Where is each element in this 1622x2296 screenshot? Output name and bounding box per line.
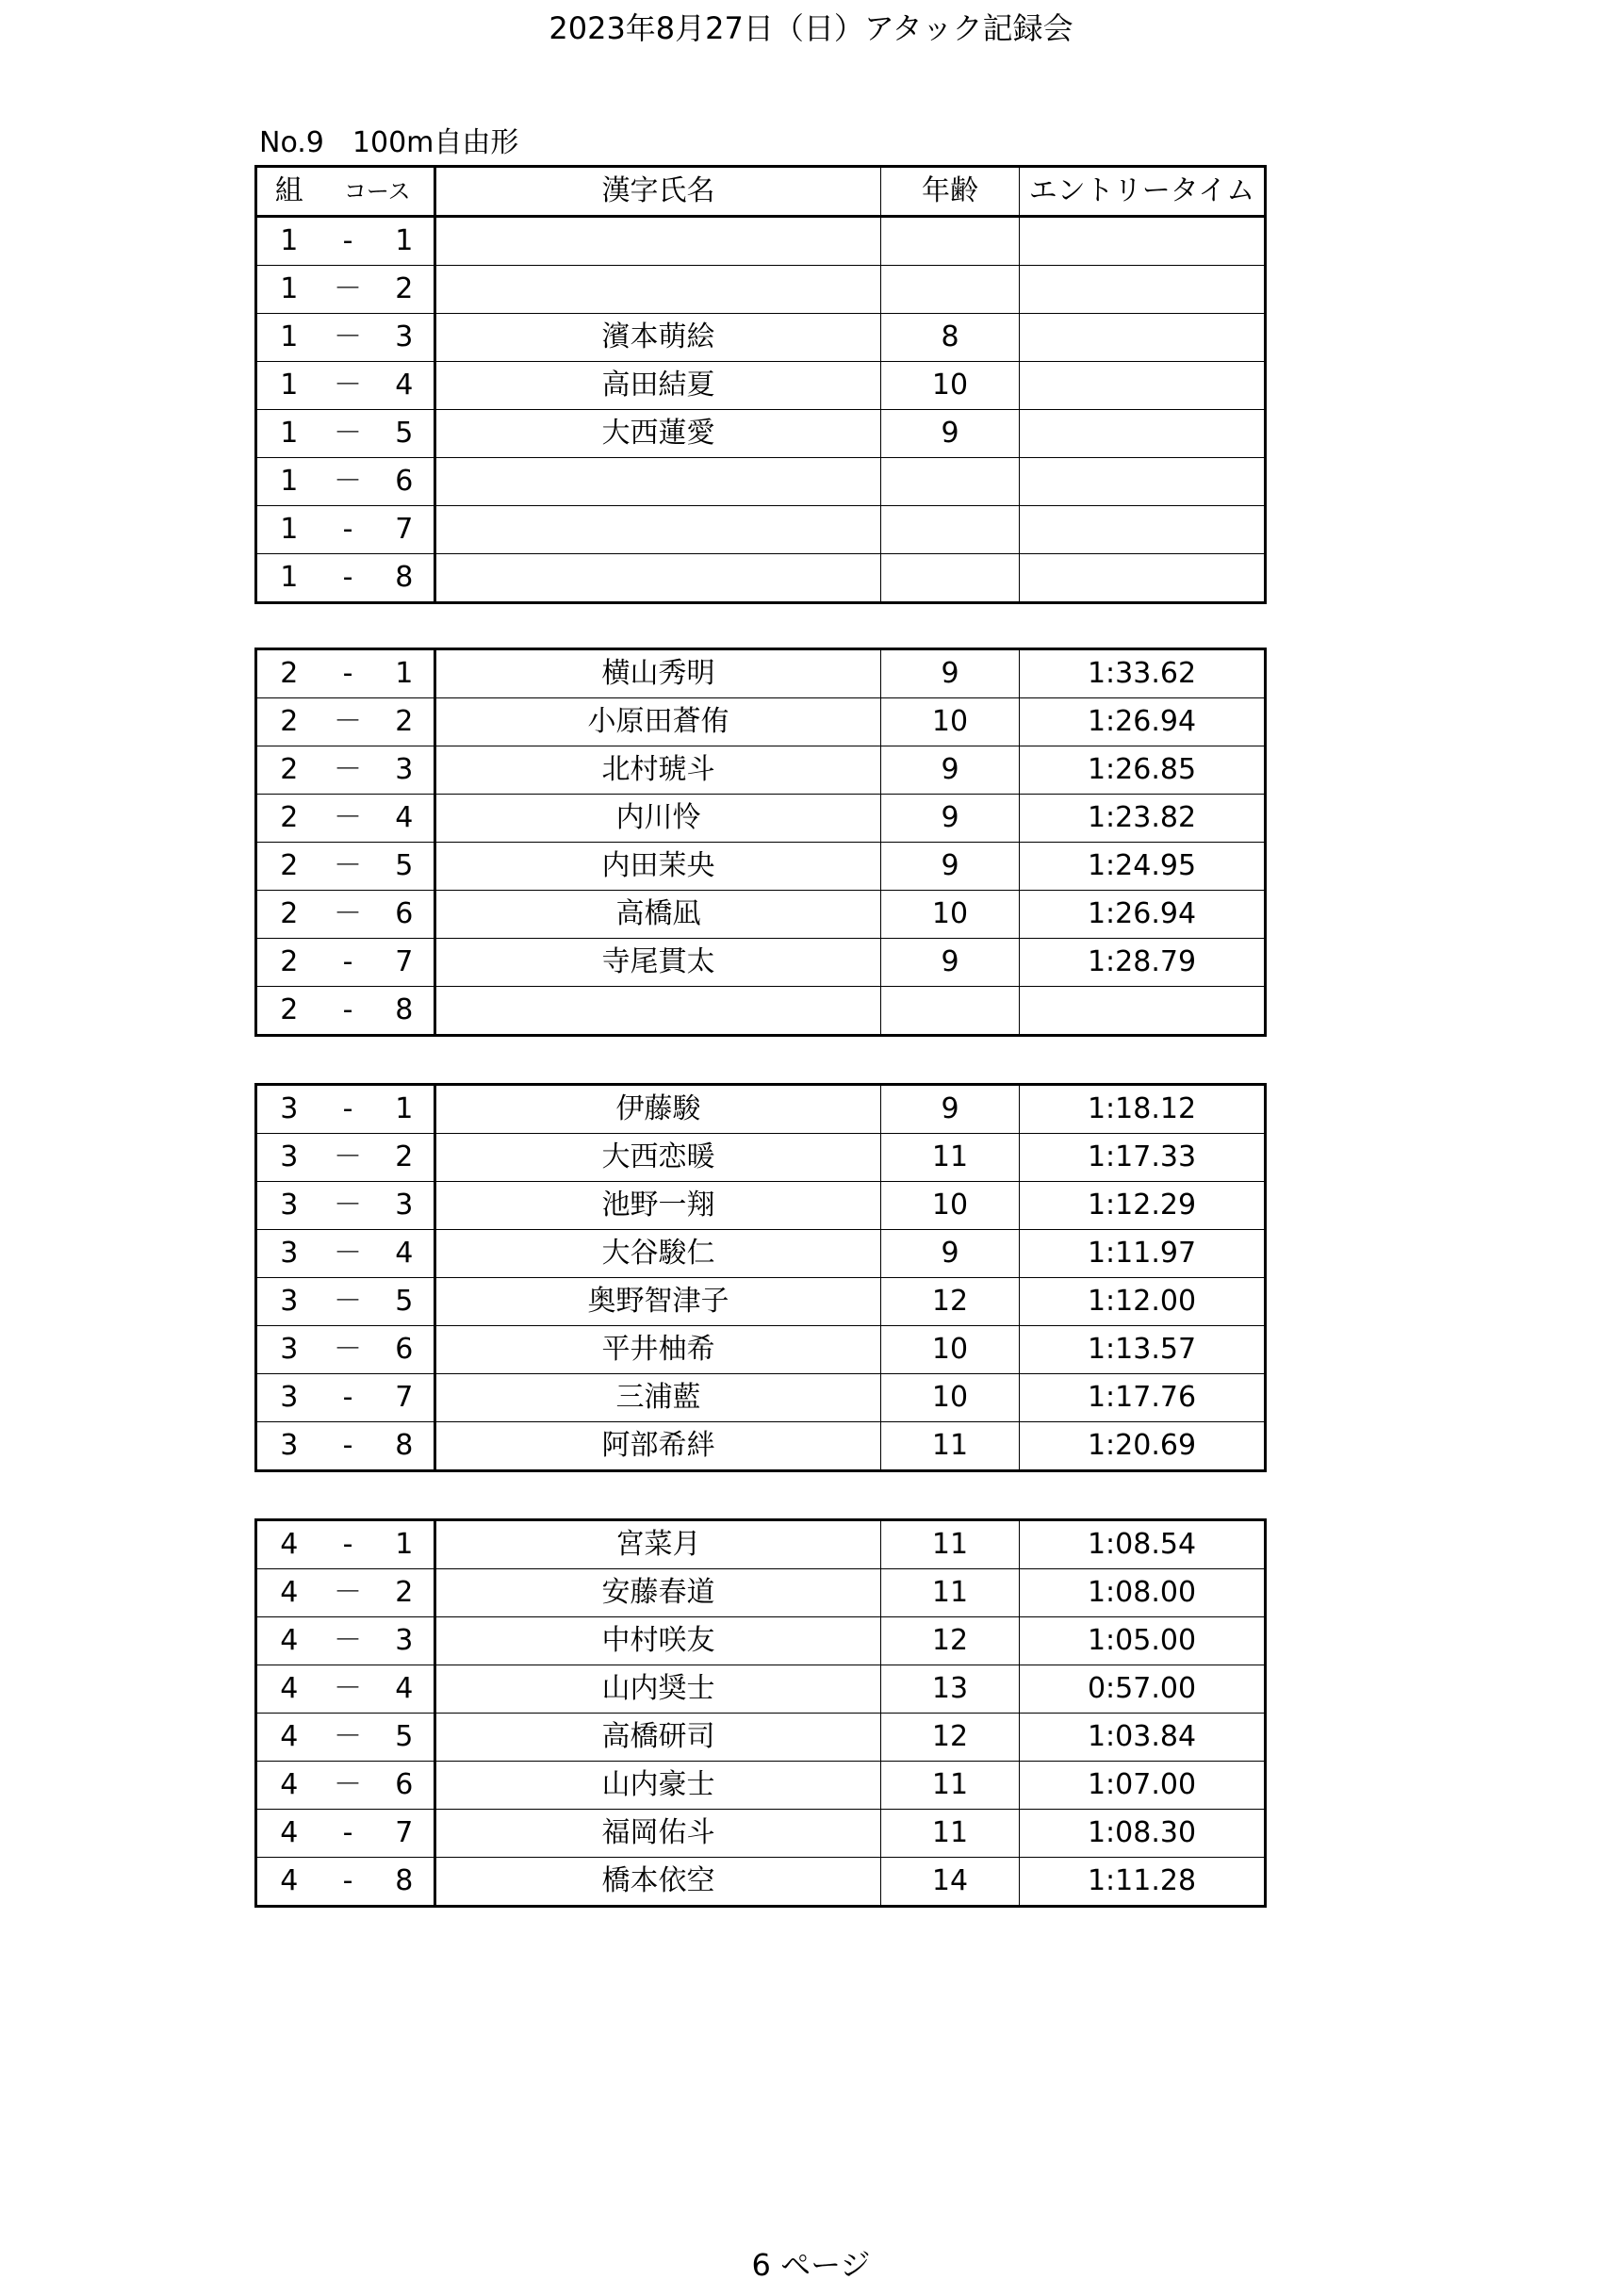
lane-cell: 3 bbox=[375, 1617, 435, 1665]
age-cell bbox=[881, 266, 1020, 314]
lane-cell: 2 bbox=[375, 266, 435, 314]
name-cell: 伊藤駿 bbox=[435, 1085, 881, 1134]
lane-cell: 1 bbox=[375, 217, 435, 266]
name-cell bbox=[435, 506, 881, 554]
lane-cell: 3 bbox=[375, 1182, 435, 1230]
name-cell: 山内奨士 bbox=[435, 1665, 881, 1714]
entry-time-cell: 1:12.00 bbox=[1020, 1278, 1266, 1326]
dash-cell: － bbox=[321, 410, 375, 458]
entry-time-cell: 1:26.94 bbox=[1020, 891, 1266, 939]
dash-cell: － bbox=[321, 795, 375, 843]
header-time: エントリータイム bbox=[1020, 167, 1266, 217]
group-cell: 2 bbox=[256, 649, 321, 698]
age-cell bbox=[881, 458, 1020, 506]
heat-table bbox=[254, 1518, 1267, 1908]
age-cell: 10 bbox=[881, 1374, 1020, 1422]
entry-time-cell: 1:08.30 bbox=[1020, 1810, 1266, 1858]
lane-cell: 2 bbox=[375, 1134, 435, 1182]
entry-time-cell: 1:11.97 bbox=[1020, 1230, 1266, 1278]
dash-cell: - bbox=[321, 1858, 375, 1907]
table-row bbox=[256, 1278, 1266, 1326]
lane-cell: 2 bbox=[375, 698, 435, 746]
name-cell: 三浦藍 bbox=[435, 1374, 881, 1422]
age-cell: 12 bbox=[881, 1278, 1020, 1326]
entry-time-cell bbox=[1020, 362, 1266, 410]
name-cell: 安藤春道 bbox=[435, 1569, 881, 1617]
dash-cell: - bbox=[321, 987, 375, 1036]
name-cell: 内川怜 bbox=[435, 795, 881, 843]
dash-cell: － bbox=[321, 1326, 375, 1374]
entry-time-cell: 1:24.95 bbox=[1020, 843, 1266, 891]
entry-time-cell: 0:57.00 bbox=[1020, 1665, 1266, 1714]
table-row bbox=[256, 362, 1266, 410]
name-cell: 山内豪士 bbox=[435, 1762, 881, 1810]
dash-cell: － bbox=[321, 458, 375, 506]
group-cell: 3 bbox=[256, 1422, 321, 1471]
table-row bbox=[256, 649, 1266, 698]
group-cell: 2 bbox=[256, 987, 321, 1036]
lane-cell: 7 bbox=[375, 1810, 435, 1858]
dash-cell: － bbox=[321, 266, 375, 314]
dash-cell: － bbox=[321, 698, 375, 746]
dash-cell: － bbox=[321, 1569, 375, 1617]
table-row bbox=[256, 314, 1266, 362]
name-cell: 横山秀明 bbox=[435, 649, 881, 698]
dash-cell: - bbox=[321, 1374, 375, 1422]
group-cell: 3 bbox=[256, 1085, 321, 1134]
dash-cell: - bbox=[321, 1520, 375, 1569]
table-row bbox=[256, 987, 1266, 1036]
group-cell: 4 bbox=[256, 1569, 321, 1617]
name-cell: 大西蓮愛 bbox=[435, 410, 881, 458]
lane-cell: 8 bbox=[375, 1422, 435, 1471]
entry-time-cell: 1:33.62 bbox=[1020, 649, 1266, 698]
table-row bbox=[256, 1230, 1266, 1278]
group-cell: 4 bbox=[256, 1520, 321, 1569]
dash-cell: － bbox=[321, 1278, 375, 1326]
age-cell: 11 bbox=[881, 1422, 1020, 1471]
age-cell bbox=[881, 217, 1020, 266]
group-cell: 1 bbox=[256, 266, 321, 314]
lane-cell: 2 bbox=[375, 1569, 435, 1617]
group-cell: 3 bbox=[256, 1278, 321, 1326]
dash-cell: - bbox=[321, 649, 375, 698]
entry-time-cell bbox=[1020, 410, 1266, 458]
entry-time-cell: 1:03.84 bbox=[1020, 1714, 1266, 1762]
lane-cell: 8 bbox=[375, 554, 435, 603]
group-cell: 4 bbox=[256, 1762, 321, 1810]
entry-time-cell: 1:20.69 bbox=[1020, 1422, 1266, 1471]
age-cell: 14 bbox=[881, 1858, 1020, 1907]
name-cell: 奥野智津子 bbox=[435, 1278, 881, 1326]
table-row bbox=[256, 458, 1266, 506]
lane-cell: 3 bbox=[375, 746, 435, 795]
group-cell: 2 bbox=[256, 891, 321, 939]
entry-time-cell bbox=[1020, 266, 1266, 314]
table-row bbox=[256, 1810, 1266, 1858]
table-row bbox=[256, 1374, 1266, 1422]
table-row bbox=[256, 217, 1266, 266]
lane-cell: 3 bbox=[375, 314, 435, 362]
entry-time-cell: 1:17.76 bbox=[1020, 1374, 1266, 1422]
age-cell: 12 bbox=[881, 1714, 1020, 1762]
name-cell bbox=[435, 217, 881, 266]
dash-cell: - bbox=[321, 554, 375, 603]
table-row bbox=[256, 1762, 1266, 1810]
age-cell: 10 bbox=[881, 698, 1020, 746]
dash-cell: － bbox=[321, 891, 375, 939]
group-cell: 1 bbox=[256, 554, 321, 603]
age-cell: 10 bbox=[881, 1326, 1020, 1374]
group-cell: 3 bbox=[256, 1326, 321, 1374]
group-cell: 3 bbox=[256, 1374, 321, 1422]
group-cell: 2 bbox=[256, 746, 321, 795]
page-number: 6 ページ bbox=[751, 2247, 871, 2283]
dash-cell: - bbox=[321, 1810, 375, 1858]
lane-cell: 7 bbox=[375, 506, 435, 554]
age-cell: 12 bbox=[881, 1617, 1020, 1665]
entry-time-cell bbox=[1020, 217, 1266, 266]
name-cell: 小原田蒼侑 bbox=[435, 698, 881, 746]
group-cell: 1 bbox=[256, 217, 321, 266]
group-cell: 1 bbox=[256, 506, 321, 554]
lane-cell: 5 bbox=[375, 1714, 435, 1762]
dash-cell: － bbox=[321, 1134, 375, 1182]
entry-time-cell bbox=[1020, 506, 1266, 554]
table-row bbox=[256, 1085, 1266, 1134]
age-cell: 13 bbox=[881, 1665, 1020, 1714]
table-row bbox=[256, 1858, 1266, 1907]
name-cell: 高田結夏 bbox=[435, 362, 881, 410]
age-cell: 11 bbox=[881, 1569, 1020, 1617]
entry-time-cell: 1:17.33 bbox=[1020, 1134, 1266, 1182]
lane-cell: 1 bbox=[375, 1085, 435, 1134]
lane-cell: 6 bbox=[375, 1326, 435, 1374]
entry-time-cell: 1:18.12 bbox=[1020, 1085, 1266, 1134]
name-cell: 中村咲友 bbox=[435, 1617, 881, 1665]
lane-cell: 6 bbox=[375, 458, 435, 506]
table-row bbox=[256, 1617, 1266, 1665]
name-cell bbox=[435, 266, 881, 314]
entry-time-cell bbox=[1020, 314, 1266, 362]
table-row bbox=[256, 1134, 1266, 1182]
name-cell bbox=[435, 554, 881, 603]
name-cell bbox=[435, 458, 881, 506]
lane-cell: 7 bbox=[375, 939, 435, 987]
entry-time-cell: 1:23.82 bbox=[1020, 795, 1266, 843]
dash-cell: － bbox=[321, 1617, 375, 1665]
entry-time-cell: 1:13.57 bbox=[1020, 1326, 1266, 1374]
lane-cell: 4 bbox=[375, 362, 435, 410]
dash-cell: - bbox=[321, 1085, 375, 1134]
group-cell: 4 bbox=[256, 1617, 321, 1665]
name-cell: 北村琥斗 bbox=[435, 746, 881, 795]
age-cell bbox=[881, 987, 1020, 1036]
dash-cell: - bbox=[321, 506, 375, 554]
name-cell: 福岡佑斗 bbox=[435, 1810, 881, 1858]
age-cell: 9 bbox=[881, 746, 1020, 795]
dash-cell: － bbox=[321, 362, 375, 410]
heat-table bbox=[254, 1083, 1267, 1472]
group-cell: 1 bbox=[256, 410, 321, 458]
dash-cell: － bbox=[321, 746, 375, 795]
group-cell: 4 bbox=[256, 1858, 321, 1907]
dash-cell: - bbox=[321, 1422, 375, 1471]
entry-time-cell: 1:26.94 bbox=[1020, 698, 1266, 746]
age-cell: 9 bbox=[881, 939, 1020, 987]
name-cell bbox=[435, 987, 881, 1036]
entry-time-cell: 1:12.29 bbox=[1020, 1182, 1266, 1230]
table-row bbox=[256, 1569, 1266, 1617]
lane-cell: 8 bbox=[375, 987, 435, 1036]
age-cell: 11 bbox=[881, 1810, 1020, 1858]
table-row bbox=[256, 1714, 1266, 1762]
age-cell: 9 bbox=[881, 1085, 1020, 1134]
event-title: No.9 100m自由形 bbox=[259, 126, 519, 159]
lane-cell: 5 bbox=[375, 410, 435, 458]
dash-cell: － bbox=[321, 314, 375, 362]
age-cell: 9 bbox=[881, 843, 1020, 891]
age-cell: 10 bbox=[881, 891, 1020, 939]
group-cell: 3 bbox=[256, 1182, 321, 1230]
table-row bbox=[256, 1326, 1266, 1374]
name-cell: 内田茉央 bbox=[435, 843, 881, 891]
group-cell: 4 bbox=[256, 1810, 321, 1858]
lane-cell: 1 bbox=[375, 1520, 435, 1569]
dash-cell: - bbox=[321, 939, 375, 987]
table-row bbox=[256, 795, 1266, 843]
name-cell: 橋本依空 bbox=[435, 1858, 881, 1907]
entry-time-cell: 1:11.28 bbox=[1020, 1858, 1266, 1907]
group-cell: 4 bbox=[256, 1714, 321, 1762]
group-cell: 2 bbox=[256, 843, 321, 891]
lane-cell: 7 bbox=[375, 1374, 435, 1422]
lane-cell: 5 bbox=[375, 843, 435, 891]
entry-time-cell bbox=[1020, 458, 1266, 506]
table-row bbox=[256, 1520, 1266, 1569]
entry-time-cell: 1:26.85 bbox=[1020, 746, 1266, 795]
age-cell: 8 bbox=[881, 314, 1020, 362]
group-cell: 1 bbox=[256, 362, 321, 410]
name-cell: 平井柚希 bbox=[435, 1326, 881, 1374]
lane-cell: 6 bbox=[375, 1762, 435, 1810]
header-row bbox=[256, 167, 1266, 217]
name-cell: 池野一翔 bbox=[435, 1182, 881, 1230]
entry-time-cell bbox=[1020, 554, 1266, 603]
name-cell: 高橋研司 bbox=[435, 1714, 881, 1762]
age-cell: 9 bbox=[881, 795, 1020, 843]
table-row bbox=[256, 843, 1266, 891]
name-cell: 寺尾貫太 bbox=[435, 939, 881, 987]
lane-cell: 4 bbox=[375, 1665, 435, 1714]
header-group: 組 bbox=[256, 167, 321, 217]
table-row bbox=[256, 939, 1266, 987]
group-cell: 1 bbox=[256, 314, 321, 362]
dash-cell: － bbox=[321, 1182, 375, 1230]
lane-cell: 6 bbox=[375, 891, 435, 939]
group-cell: 1 bbox=[256, 458, 321, 506]
lane-cell: 4 bbox=[375, 1230, 435, 1278]
heat-table bbox=[254, 165, 1267, 604]
lane-cell: 8 bbox=[375, 1858, 435, 1907]
table-row bbox=[256, 1182, 1266, 1230]
table-row bbox=[256, 554, 1266, 603]
name-cell: 宮菜月 bbox=[435, 1520, 881, 1569]
table-row bbox=[256, 1665, 1266, 1714]
group-cell: 3 bbox=[256, 1134, 321, 1182]
dash-cell: － bbox=[321, 1665, 375, 1714]
name-cell: 大谷駿仁 bbox=[435, 1230, 881, 1278]
lane-cell: 5 bbox=[375, 1278, 435, 1326]
table-row bbox=[256, 506, 1266, 554]
lane-cell: 4 bbox=[375, 795, 435, 843]
dash-cell: － bbox=[321, 1714, 375, 1762]
header-age: 年齢 bbox=[881, 167, 1020, 217]
age-cell: 11 bbox=[881, 1520, 1020, 1569]
dash-cell: － bbox=[321, 1762, 375, 1810]
entry-time-cell: 1:08.00 bbox=[1020, 1569, 1266, 1617]
table-row bbox=[256, 698, 1266, 746]
table-row bbox=[256, 410, 1266, 458]
entry-time-cell: 1:28.79 bbox=[1020, 939, 1266, 987]
dash-cell: － bbox=[321, 1230, 375, 1278]
entry-time-cell: 1:07.00 bbox=[1020, 1762, 1266, 1810]
dash-cell: － bbox=[321, 843, 375, 891]
table-row bbox=[256, 746, 1266, 795]
table-row bbox=[256, 891, 1266, 939]
name-cell: 大西恋暖 bbox=[435, 1134, 881, 1182]
entry-time-cell: 1:08.54 bbox=[1020, 1520, 1266, 1569]
table-row bbox=[256, 266, 1266, 314]
group-cell: 3 bbox=[256, 1230, 321, 1278]
entry-time-cell bbox=[1020, 987, 1266, 1036]
document-title: 2023年8月27日（日）アタック記録会 bbox=[549, 10, 1073, 46]
group-cell: 2 bbox=[256, 939, 321, 987]
heat-table bbox=[254, 648, 1267, 1037]
age-cell: 9 bbox=[881, 649, 1020, 698]
table-row bbox=[256, 1422, 1266, 1471]
age-cell: 10 bbox=[881, 1182, 1020, 1230]
age-cell bbox=[881, 554, 1020, 603]
age-cell bbox=[881, 506, 1020, 554]
header-name: 漢字氏名 bbox=[435, 167, 881, 217]
age-cell: 11 bbox=[881, 1762, 1020, 1810]
header-course: コース bbox=[321, 167, 435, 217]
name-cell: 阿部希絆 bbox=[435, 1422, 881, 1471]
group-cell: 4 bbox=[256, 1665, 321, 1714]
age-cell: 11 bbox=[881, 1134, 1020, 1182]
dash-cell: - bbox=[321, 217, 375, 266]
age-cell: 10 bbox=[881, 362, 1020, 410]
age-cell: 9 bbox=[881, 1230, 1020, 1278]
group-cell: 2 bbox=[256, 795, 321, 843]
group-cell: 2 bbox=[256, 698, 321, 746]
name-cell: 濱本萌絵 bbox=[435, 314, 881, 362]
entry-time-cell: 1:05.00 bbox=[1020, 1617, 1266, 1665]
name-cell: 高橋凪 bbox=[435, 891, 881, 939]
age-cell: 9 bbox=[881, 410, 1020, 458]
lane-cell: 1 bbox=[375, 649, 435, 698]
